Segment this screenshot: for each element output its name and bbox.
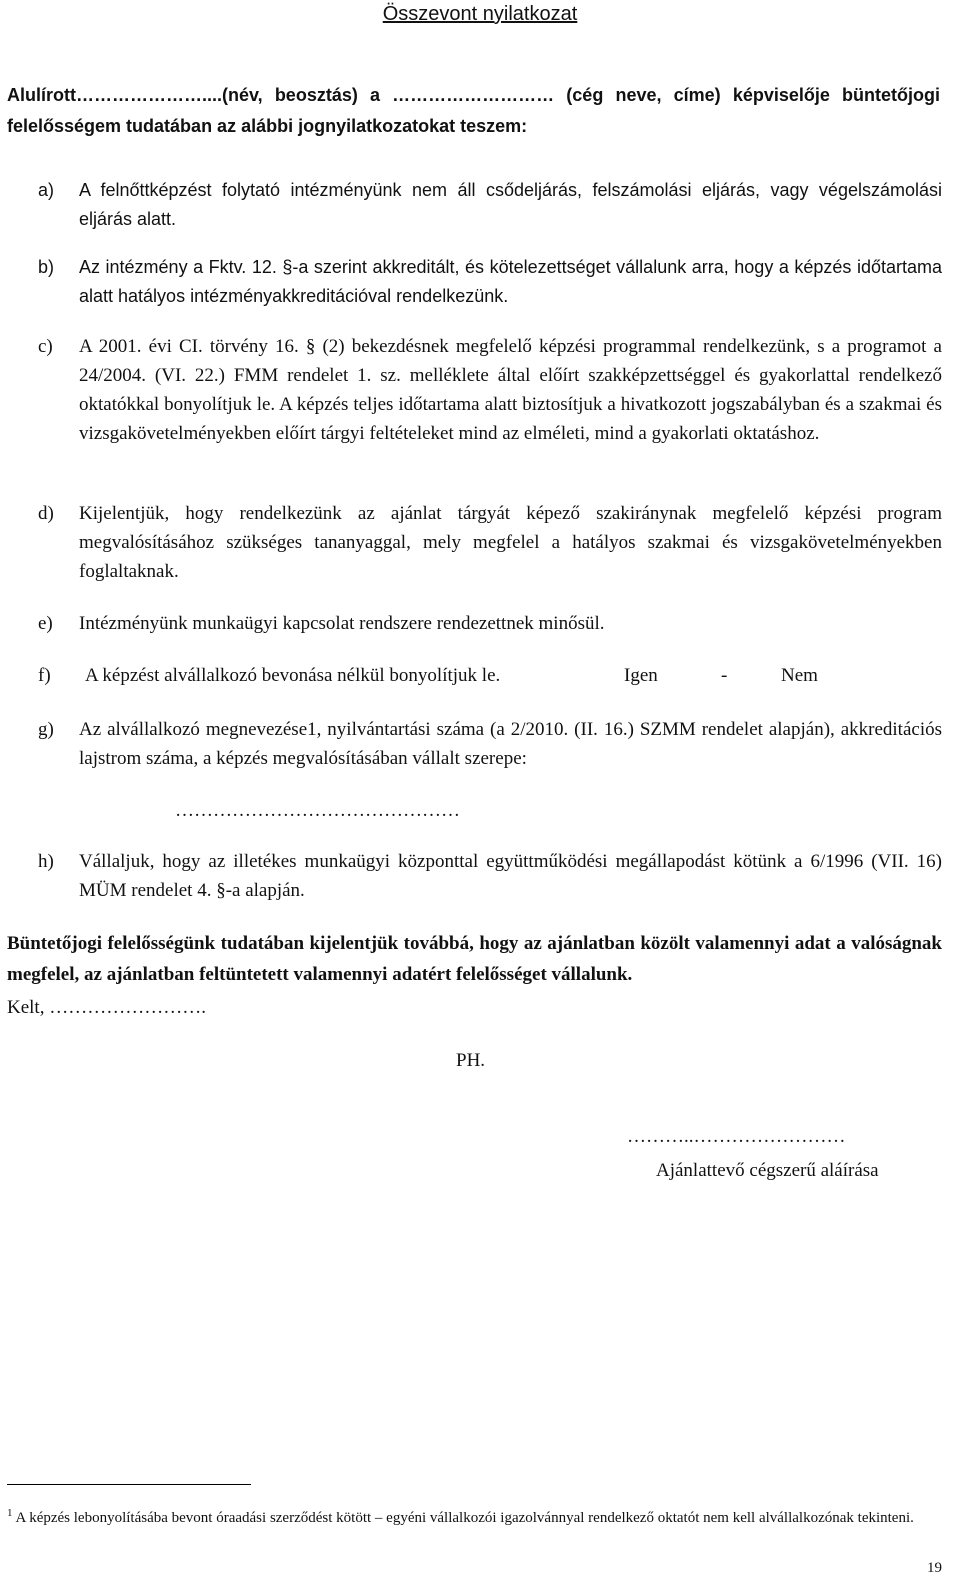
item-label: a) <box>38 180 55 200</box>
footnote-marker: 1 <box>7 1507 13 1519</box>
item-label: h) <box>38 851 54 872</box>
footnote-divider <box>7 1484 251 1485</box>
item-text: Intézményünk munkaügyi kapcsolat rendszere rendezettnek minősül. <box>79 613 605 634</box>
item-text: A 2001. évi CI. törvény 16. § (2) bekezdésnek megfelelő képzési programmal rendelkezünk, s a programot a 24/2004. (VI. 22.) FMM rendelet 1. sz. melléklete által előírt szakképzettséggel és gyakorlattal rendelkező oktatókkal bonyolítjuk le. A képzés teljes időtartama alatt biztosítjuk a hivatkozott jogszabályban és a szakmai és vizsgakövetelményekben előírt tárgyi feltételeket mind az elméleti, mind a gyakorlati oktatáshoz. <box>79 336 942 444</box>
footnote <box>7 1502 942 1529</box>
subcontractor-fill-line: ……………………………………… <box>175 800 460 821</box>
list-item-a <box>7 176 942 234</box>
item-text: Kijelentjük, hogy rendelkezünk az ajánlat tárgyát képező szakiránynak megfelelő képzési program megvalósításához szükséges tananyaggal, mely megfelel a hatályos szakmai és vizsgakövetelményekben foglaltaknak. <box>79 503 942 582</box>
list-item-b <box>7 253 942 311</box>
list-item-f <box>7 661 942 690</box>
footnote-text: A képzés lebonyolításába bevont óraadási szerződést kötött – egyéni vállalkozói igazolvánnyal rendelkező oktatót nem kell alvállalkozónak tekinteni. <box>15 1510 914 1526</box>
item-label: d) <box>38 503 54 524</box>
signature-line: ………..…………………… <box>627 1126 846 1147</box>
list-item-e <box>7 609 942 638</box>
option-no: Nem <box>781 665 818 686</box>
item-label: b) <box>38 257 55 277</box>
item-text: Vállaljuk, hogy az illetékes munkaügyi központtal együttműködési megállapodást kötünk a 6/1996 (VII. 16) MÜM rendelet 4. §-a alapján. <box>79 851 942 901</box>
list-item-g <box>7 715 942 773</box>
option-yes: Igen <box>624 665 658 686</box>
item-text: A felnőttképzést folytató intézményünk nem áll csődeljárás, felszámolási eljárás, vagy végelszámolási eljárás alatt. <box>79 180 942 229</box>
date-place-line: Kelt, ……………………. <box>7 997 206 1018</box>
item-label: f) <box>38 665 51 686</box>
list-item-d <box>7 499 942 586</box>
item-label: c) <box>38 336 53 357</box>
item-text: Az alvállalkozó megnevezése1, nyilvántartási száma (a 2/2010. (II. 16.) SZMM rendelet alapján), akkreditációs lajstrom száma, a képzés megvalósításában vállalt szerepe: <box>79 719 942 769</box>
signature-label: Ajánlattevő cégszerű aláírása <box>656 1160 879 1181</box>
item-text: A képzést alvállalkozó bevonása nélkül bonyolítjuk le. <box>85 665 501 686</box>
item-label: e) <box>38 613 53 634</box>
list-item-h <box>7 847 942 905</box>
item-text: Az intézmény a Fktv. 12. §-a szerint akkreditált, és kötelezettséget vállalunk arra, hogy a képzés időtartama alatt hatályos intézményakkreditációval rendelkezünk. <box>79 257 942 306</box>
stamp-placeholder: PH. <box>456 1050 486 1071</box>
option-separator: - <box>721 665 728 686</box>
liability-statement: Büntetőjogi felelősségünk tudatában kijelentjük továbbá, hogy az ajánlatban közölt valamennyi adat a valóságnak megfelel, az ajánlatban feltüntetett valamennyi adatért felelősséget vállalunk. <box>7 933 942 985</box>
list-item-c <box>7 332 942 448</box>
item-label: g) <box>38 719 54 740</box>
page-number: 19 <box>927 1560 942 1576</box>
intro-paragraph: Alulírott…………………....(név, beosztás) a ……………………… (cég neve, címe) képviselője büntetőjogi felelősségem tudatában az alábbi jognyilatkozatokat teszem: <box>7 85 940 136</box>
document-title: Összevont nyilatkozat <box>382 3 578 25</box>
